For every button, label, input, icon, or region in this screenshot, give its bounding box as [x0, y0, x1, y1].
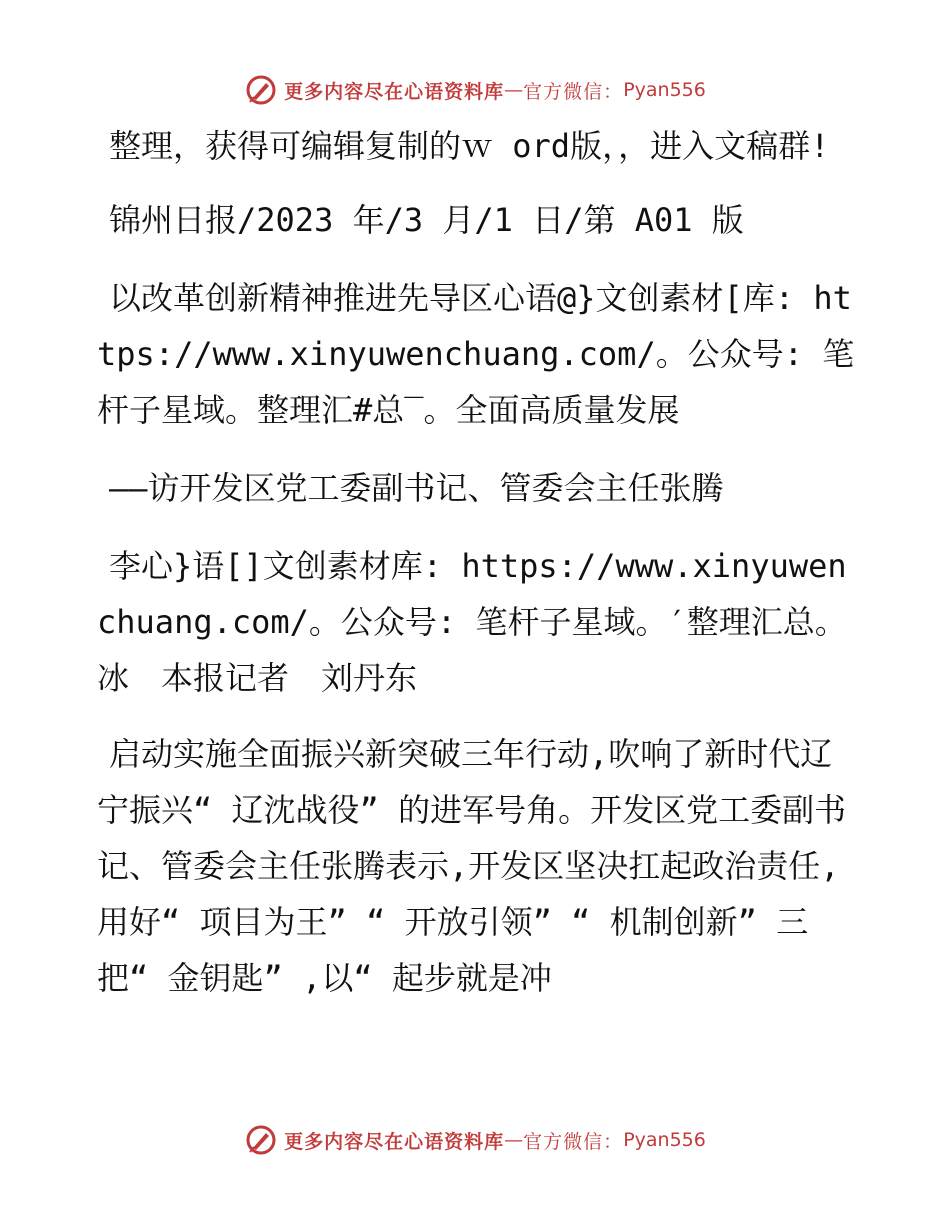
watermark-main-text: 更多内容尽在心语资料库 [284, 80, 505, 103]
body-paragraph: 启动实施全面振兴新突破三年行动,吹响了新时代辽宁振兴“ 辽沈战役” 的进军号角。开发区党工委副书记、管委会主任张腾表示,开发区坚决扛起政治责任,用好“ 项目为王” “ 开放引领” “ 机制创新” 三把“ 金钥匙” ,以“ 起步就是冲 [97, 735, 847, 997]
watermark-dash: — [504, 1129, 524, 1151]
pen-logo-icon [244, 73, 278, 107]
article-subtitle: ——访开发区党工委副书记、管委会主任张腾 [109, 469, 724, 507]
watermark-wechat-id: Pyan556 [623, 1129, 706, 1151]
watermark-main-text: 更多内容尽在心语资料库 [284, 1130, 505, 1153]
byline: 李心}语[]文创素材库: https://www.xinyuwenchuang.com/。公众号: 笔杆子星域。′整理汇总。冰 本报记者 刘丹东 [97, 547, 847, 697]
intro-paragraph: 整理，获得可编辑复制的ｗ ord版，，进入文稿群! [109, 127, 830, 165]
pen-logo-icon [244, 1123, 278, 1157]
watermark-wechat-id: Pyan556 [623, 79, 706, 101]
document-body [97, 118, 857, 1028]
watermark-sub-text: 官方微信： [523, 80, 624, 103]
header-watermark [0, 70, 950, 110]
watermark-sub-text: 官方微信： [523, 1130, 624, 1153]
source-line: 锦州日报/2023 年/3 月/1 日/第 A01 版 [109, 201, 744, 239]
article-title: 以改革创新精神推进先导区心语@}文创素材[库: https://www.xinyuwenchuang.com/。公众号: 笔杆子星域。整理汇#总‾。全面高质量发展 [97, 279, 855, 429]
footer-watermark [0, 1120, 950, 1160]
watermark-dash: — [504, 79, 524, 101]
